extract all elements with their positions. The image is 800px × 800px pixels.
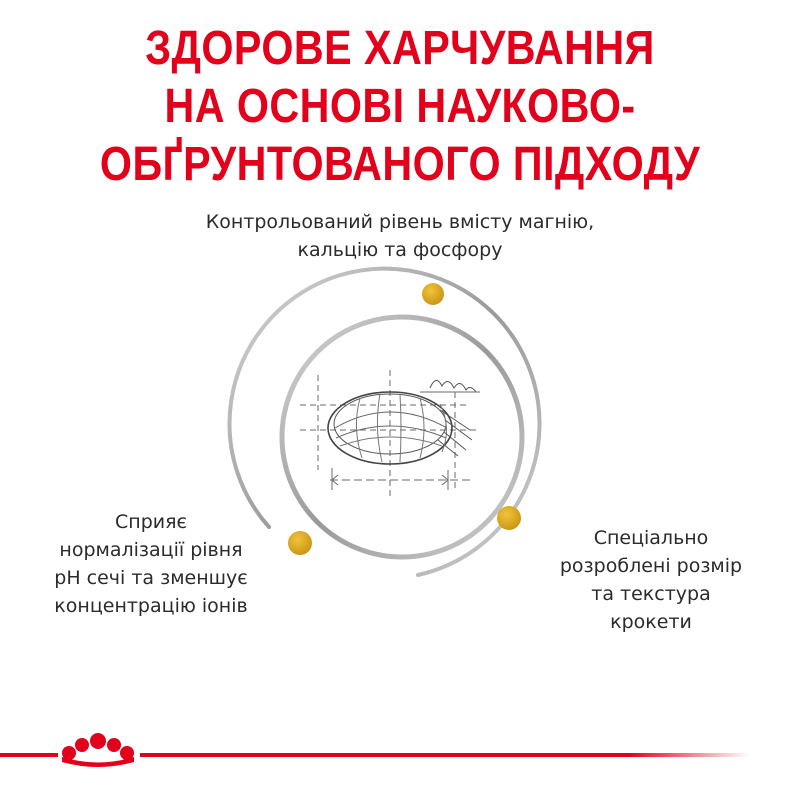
headline-line-1: ЗДОРОВЕ ХАРЧУВАННЯ — [145, 22, 655, 75]
benefit-minerals-line-2: кальцію та фосфору — [297, 239, 503, 261]
benefit-urine-ph-line-1: Сприяє — [115, 511, 187, 533]
benefit-urine-ph-line-2: нормалізації рівня — [59, 539, 243, 561]
benefit-kibble-texture-line-3: та текстура — [591, 583, 711, 605]
royal-canin-crown-logo — [0, 733, 134, 767]
headline-line-2: НА ОСНОВІ НАУКОВО- — [164, 80, 636, 133]
benefit-dot-left — [288, 531, 312, 555]
benefit-minerals-line-1: Контрольований рівень вмісту магнію, — [205, 211, 595, 233]
benefit-urine-ph-line-4: концентрацію іонів — [54, 595, 248, 617]
footer-line — [140, 753, 750, 757]
benefit-dot-right — [497, 506, 521, 530]
headline-line-3: ОБҐРУНТОВАНОГО ПІДХОДУ — [99, 138, 701, 191]
benefit-kibble-texture-line-1: Спеціально — [593, 527, 709, 549]
benefit-dot-top — [422, 283, 444, 305]
benefit-kibble-texture-line-2: розроблені розмір — [559, 555, 743, 577]
benefit-kibble-texture-line-4: крокети — [610, 611, 692, 633]
benefit-urine-ph-line-3: pH сечі та зменшує — [54, 567, 248, 589]
